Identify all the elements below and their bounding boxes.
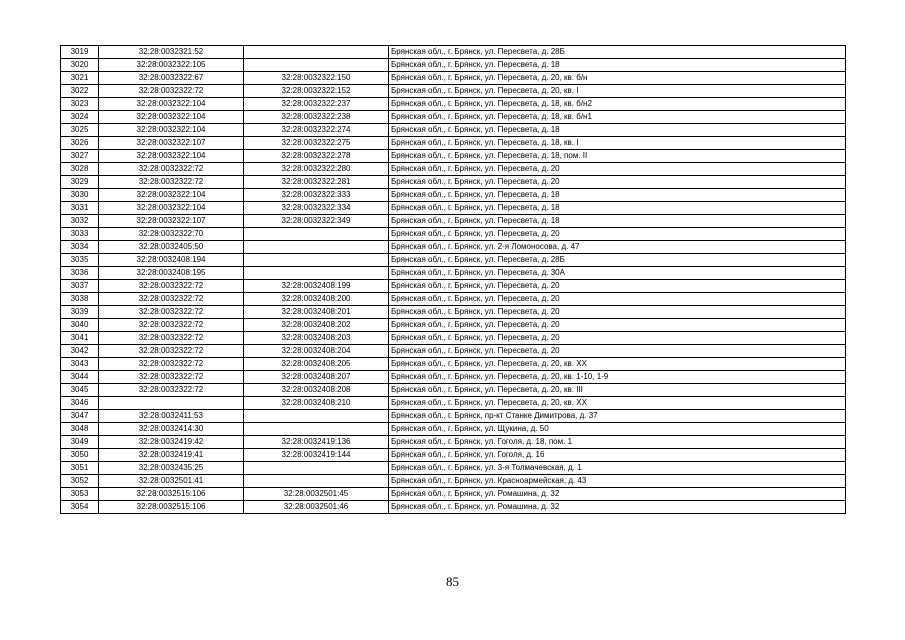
row-number-cell: 3035 [61,254,99,267]
related-cadastral-number-cell: 32:28:0032501:45 [244,488,389,501]
related-cadastral-number-cell [244,241,389,254]
related-cadastral-number-cell: 32:28:0032501:46 [244,501,389,514]
table-row [61,98,846,111]
row-number-cell: 3049 [61,436,99,449]
related-cadastral-number-cell [244,267,389,280]
table-row [61,228,846,241]
cadastral-number-cell: 32:28:0032408:195 [99,267,244,280]
related-cadastral-number-cell: 32:28:0032322:334 [244,202,389,215]
related-cadastral-number-cell [244,228,389,241]
address-cell: Брянская обл., г. Брянск, ул. Пересвета, д. 18 [389,59,846,72]
address-cell: Брянская обл., г. Брянск, ул. Красноармейская, д. 43 [389,475,846,488]
address-cell: Брянская обл., г. Брянск, ул. 2-я Ломоносова, д. 47 [389,241,846,254]
row-number-cell: 3052 [61,475,99,488]
related-cadastral-number-cell: 32:28:0032408:208 [244,384,389,397]
registry-table-body [61,46,846,514]
address-cell: Брянская обл., г. Брянск, ул. Ромашина, д. 32 [389,488,846,501]
cadastral-number-cell: 32:28:0032322:72 [99,176,244,189]
cadastral-number-cell: 32:28:0032322:72 [99,163,244,176]
address-cell: Брянская обл., г. Брянск, ул. Пересвета, д. 20 [389,163,846,176]
cadastral-number-cell: 32:28:0032322:72 [99,319,244,332]
row-number-cell: 3020 [61,59,99,72]
row-number-cell: 3026 [61,137,99,150]
row-number-cell: 3021 [61,72,99,85]
address-cell: Брянская обл., г. Брянск, ул. Пересвета, д. 18, пом. II [389,150,846,163]
related-cadastral-number-cell: 32:28:0032419:136 [244,436,389,449]
row-number-cell: 3038 [61,293,99,306]
cadastral-number-cell: 32:28:0032322:72 [99,280,244,293]
table-row [61,293,846,306]
cadastral-number-cell: 32:28:0032322:104 [99,98,244,111]
address-cell: Брянская обл., г. Брянск, ул. Пересвета, д. 28Б [389,46,846,59]
related-cadastral-number-cell: 32:28:0032322:349 [244,215,389,228]
related-cadastral-number-cell: 32:28:0032408:200 [244,293,389,306]
row-number-cell: 3029 [61,176,99,189]
table-row [61,124,846,137]
cadastral-number-cell: 32:28:0032515:106 [99,488,244,501]
cadastral-number-cell: 32:28:0032501:41 [99,475,244,488]
cadastral-number-cell: 32:28:0032322:104 [99,189,244,202]
cadastral-number-cell: 32:28:0032321:52 [99,46,244,59]
address-cell: Брянская обл., г. Брянск, ул. Пересвета, д. 18 [389,189,846,202]
row-number-cell: 3053 [61,488,99,501]
address-cell: Брянская обл., г. Брянск, ул. Пересвета, д. 18 [389,215,846,228]
related-cadastral-number-cell: 32:28:0032322:152 [244,85,389,98]
address-cell: Брянская обл., г. Брянск, ул. Пересвета, д. 30А [389,267,846,280]
row-number-cell: 3039 [61,306,99,319]
address-cell: Брянская обл., г. Брянск, ул. Пересвета, д. 20 [389,293,846,306]
address-cell: Брянская обл., г. Брянск, ул. Пересвета, д. 20, кв. б/н [389,72,846,85]
table-row [61,319,846,332]
cadastral-number-cell: 32:28:0032322:72 [99,332,244,345]
cadastral-number-cell: 32:28:0032322:107 [99,215,244,228]
table-row [61,111,846,124]
cadastral-number-cell: 32:28:0032322:72 [99,384,244,397]
related-cadastral-number-cell [244,462,389,475]
table-row [61,189,846,202]
row-number-cell: 3042 [61,345,99,358]
address-cell: Брянская обл., г. Брянск, ул. Пересвета, д. 20, кв. III [389,384,846,397]
related-cadastral-number-cell: 32:28:0032322:280 [244,163,389,176]
table-row [61,137,846,150]
address-cell: Брянская обл., г. Брянск, пр-кт Станке Димитрова, д. 37 [389,410,846,423]
table-row [61,280,846,293]
row-number-cell: 3019 [61,46,99,59]
table-row [61,306,846,319]
row-number-cell: 3047 [61,410,99,423]
address-cell: Брянская обл., г. Брянск, ул. Пересвета, д. 20, кв. XX [389,358,846,371]
row-number-cell: 3051 [61,462,99,475]
address-cell: Брянская обл., г. Брянск, ул. Пересвета, д. 28Б [389,254,846,267]
table-row [61,462,846,475]
related-cadastral-number-cell: 32:28:0032322:238 [244,111,389,124]
row-number-cell: 3031 [61,202,99,215]
row-number-cell: 3045 [61,384,99,397]
address-cell: Брянская обл., г. Брянск, ул. Пересвета, д. 18, кв. б/н2 [389,98,846,111]
related-cadastral-number-cell: 32:28:0032322:333 [244,189,389,202]
address-cell: Брянская обл., г. Брянск, ул. Пересвета, д. 20 [389,319,846,332]
address-cell: Брянская обл., г. Брянск, ул. Пересвета, д. 18 [389,124,846,137]
address-cell: Брянская обл., г. Брянск, ул. Ромашина, д. 32 [389,501,846,514]
related-cadastral-number-cell [244,475,389,488]
address-cell: Брянская обл., г. Брянск, ул. Пересвета, д. 20, кв. XX [389,397,846,410]
address-cell: Брянская обл., г. Брянск, ул. Пересвета, д. 18, кв. б/н1 [389,111,846,124]
address-cell: Брянская обл., г. Брянск, ул. Щукина, д. 50 [389,423,846,436]
table-row [61,85,846,98]
related-cadastral-number-cell: 32:28:0032408:201 [244,306,389,319]
table-row [61,423,846,436]
row-number-cell: 3025 [61,124,99,137]
row-number-cell: 3054 [61,501,99,514]
address-cell: Брянская обл., г. Брянск, ул. Пересвета, д. 20 [389,306,846,319]
row-number-cell: 3044 [61,371,99,384]
table-row [61,397,846,410]
address-cell: Брянская обл., г. Брянск, ул. Пересвета, д. 20, кв. I [389,85,846,98]
address-cell: Брянская обл., г. Брянск, ул. Пересвета, д. 18, кв. I [389,137,846,150]
cadastral-number-cell: 32:28:0032322:70 [99,228,244,241]
row-number-cell: 3023 [61,98,99,111]
page-number: 85 [446,574,459,589]
cadastral-number-cell: 32:28:0032411:53 [99,410,244,423]
table-row [61,59,846,72]
related-cadastral-number-cell: 32:28:0032408:204 [244,345,389,358]
cadastral-number-cell: 32:28:0032322:72 [99,358,244,371]
cadastral-number-cell: 32:28:0032408:194 [99,254,244,267]
related-cadastral-number-cell [244,254,389,267]
table-row [61,475,846,488]
row-number-cell: 3024 [61,111,99,124]
related-cadastral-number-cell: 32:28:0032322:275 [244,137,389,150]
related-cadastral-number-cell [244,59,389,72]
row-number-cell: 3033 [61,228,99,241]
table-row [61,332,846,345]
table-row [61,345,846,358]
related-cadastral-number-cell: 32:28:0032322:281 [244,176,389,189]
cadastral-number-cell [99,397,244,410]
cadastral-number-cell: 32:28:0032322:72 [99,85,244,98]
address-cell: Брянская обл., г. Брянск, ул. Гоголя, д. 18, пом. 1 [389,436,846,449]
cadastral-number-cell: 32:28:0032322:67 [99,72,244,85]
cadastral-number-cell: 32:28:0032435:25 [99,462,244,475]
row-number-cell: 3030 [61,189,99,202]
cadastral-number-cell: 32:28:0032419:42 [99,436,244,449]
address-cell: Брянская обл., г. Брянск, ул. Пересвета, д. 20, кв. 1-10, 1-9 [389,371,846,384]
related-cadastral-number-cell: 32:28:0032408:205 [244,358,389,371]
related-cadastral-number-cell: 32:28:0032408:199 [244,280,389,293]
row-number-cell: 3028 [61,163,99,176]
row-number-cell: 3037 [61,280,99,293]
cadastral-number-cell: 32:28:0032322:72 [99,371,244,384]
address-cell: Брянская обл., г. Брянск, ул. Гоголя, д. 16 [389,449,846,462]
related-cadastral-number-cell: 32:28:0032408:203 [244,332,389,345]
address-cell: Брянская обл., г. Брянск, ул. Пересвета, д. 20 [389,228,846,241]
table-row [61,436,846,449]
row-number-cell: 3041 [61,332,99,345]
table-row [61,163,846,176]
cadastral-number-cell: 32:28:0032414:30 [99,423,244,436]
address-cell: Брянская обл., г. Брянск, ул. Пересвета, д. 18 [389,202,846,215]
cadastral-number-cell: 32:28:0032322:104 [99,202,244,215]
table-row [61,72,846,85]
cadastral-number-cell: 32:28:0032322:105 [99,59,244,72]
row-number-cell: 3048 [61,423,99,436]
table-row [61,371,846,384]
row-number-cell: 3022 [61,85,99,98]
row-number-cell: 3050 [61,449,99,462]
table-row [61,488,846,501]
table-row [61,150,846,163]
table-row [61,410,846,423]
related-cadastral-number-cell: 32:28:0032322:274 [244,124,389,137]
table-row [61,202,846,215]
address-cell: Брянская обл., г. Брянск, ул. 3-я Толмачевская, д. 1 [389,462,846,475]
related-cadastral-number-cell: 32:28:0032322:278 [244,150,389,163]
table-row [61,501,846,514]
row-number-cell: 3046 [61,397,99,410]
table-row [61,46,846,59]
table-row [61,254,846,267]
row-number-cell: 3040 [61,319,99,332]
cadastral-number-cell: 32:28:0032322:104 [99,124,244,137]
related-cadastral-number-cell [244,410,389,423]
registry-table [60,45,846,514]
related-cadastral-number-cell: 32:28:0032408:202 [244,319,389,332]
cadastral-number-cell: 32:28:0032322:72 [99,345,244,358]
cadastral-number-cell: 32:28:0032419:41 [99,449,244,462]
cadastral-number-cell: 32:28:0032322:72 [99,293,244,306]
related-cadastral-number-cell [244,46,389,59]
related-cadastral-number-cell: 32:28:0032408:210 [244,397,389,410]
row-number-cell: 3043 [61,358,99,371]
table-row [61,215,846,228]
address-cell: Брянская обл., г. Брянск, ул. Пересвета, д. 20 [389,332,846,345]
row-number-cell: 3032 [61,215,99,228]
related-cadastral-number-cell: 32:28:0032322:150 [244,72,389,85]
row-number-cell: 3036 [61,267,99,280]
cadastral-number-cell: 32:28:0032322:107 [99,137,244,150]
table-row [61,358,846,371]
cadastral-number-cell: 32:28:0032405:50 [99,241,244,254]
cadastral-number-cell: 32:28:0032322:104 [99,111,244,124]
table-row [61,384,846,397]
related-cadastral-number-cell: 32:28:0032419:144 [244,449,389,462]
table-row [61,241,846,254]
related-cadastral-number-cell [244,423,389,436]
related-cadastral-number-cell: 32:28:0032322:237 [244,98,389,111]
address-cell: Брянская обл., г. Брянск, ул. Пересвета, д. 20 [389,176,846,189]
related-cadastral-number-cell: 32:28:0032408:207 [244,371,389,384]
cadastral-number-cell: 32:28:0032515:106 [99,501,244,514]
row-number-cell: 3027 [61,150,99,163]
table-row [61,449,846,462]
address-cell: Брянская обл., г. Брянск, ул. Пересвета, д. 20 [389,345,846,358]
table-row [61,176,846,189]
table-row [61,267,846,280]
row-number-cell: 3034 [61,241,99,254]
cadastral-number-cell: 32:28:0032322:104 [99,150,244,163]
cadastral-number-cell: 32:28:0032322:72 [99,306,244,319]
address-cell: Брянская обл., г. Брянск, ул. Пересвета, д. 20 [389,280,846,293]
